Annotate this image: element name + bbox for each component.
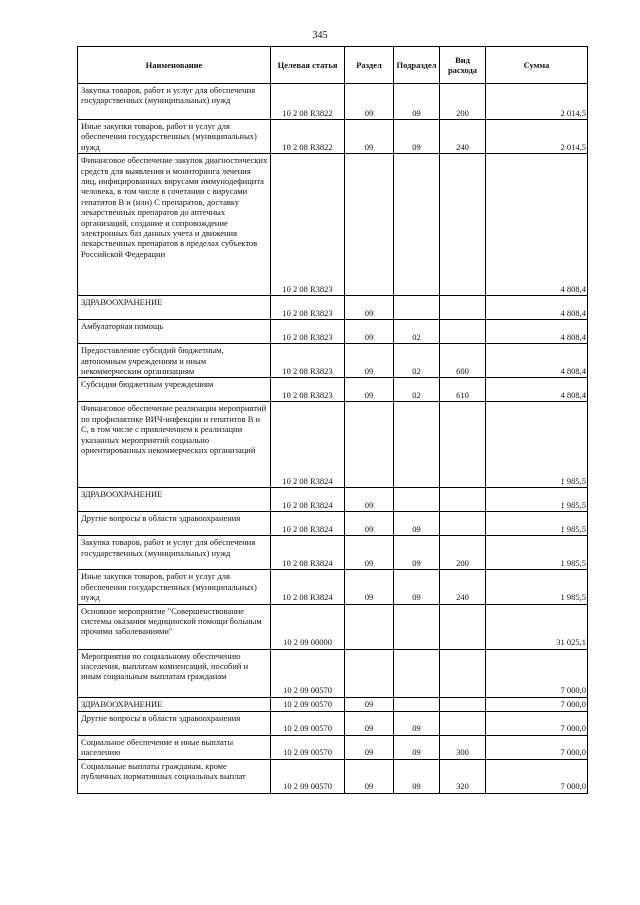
row-name-cell: Финансовое обеспечение закупок диагностических средств для выявления и мониторинга лечения лиц, инфицированных вирусами иммунодефицита человека, в том числе в сочетании с вирусами гепатитов В и (или) С препаратов, доставку лекарственных препаратов до аптечных организаций, создание и сопровождение электронных баз данных учета и движения лекарственных препаратов в пределах субъектов Российской Федерации <box>78 154 271 296</box>
row-expense-type-cell <box>440 154 486 296</box>
row-expense-type-cell: 200 <box>440 84 486 120</box>
table-row <box>78 697 588 711</box>
row-section-cell: 09 <box>345 536 394 570</box>
row-subsection-cell <box>394 402 440 488</box>
row-target-cell: 10 2 08 R3822 <box>271 84 345 120</box>
row-section-cell: 09 <box>345 488 394 512</box>
row-expense-type-cell: 300 <box>440 735 486 759</box>
row-subsection-cell: 09 <box>394 536 440 570</box>
row-expense-type-cell: 320 <box>440 759 486 793</box>
row-target-cell: 10 2 09 00570 <box>271 711 345 735</box>
row-expense-type-cell: 240 <box>440 120 486 154</box>
row-amount-cell: 4 808,4 <box>486 320 588 344</box>
row-expense-type-cell <box>440 604 486 649</box>
row-subsection-cell: 09 <box>394 735 440 759</box>
row-target-cell: 10 2 08 R3823 <box>271 154 345 296</box>
row-amount-cell: 7 000,0 <box>486 759 588 793</box>
row-amount-cell: 1 985,5 <box>486 536 588 570</box>
row-expense-type-cell <box>440 649 486 697</box>
row-target-cell: 10 2 08 R3824 <box>271 402 345 488</box>
row-amount-cell: 1 985,5 <box>486 512 588 536</box>
row-target-cell: 10 2 08 R3823 <box>271 344 345 378</box>
table-row <box>78 154 588 296</box>
header-target: Целевая статья <box>271 47 345 84</box>
row-amount-cell: 7 000,0 <box>486 711 588 735</box>
row-subsection-cell: 09 <box>394 570 440 604</box>
row-subsection-cell: 02 <box>394 344 440 378</box>
row-expense-type-cell: 610 <box>440 378 486 402</box>
header-name: Наименование <box>78 47 271 84</box>
row-name-cell: Предоставление субсидий бюджетным, автономным учреждениям и иным некоммерческим организациям <box>78 344 271 378</box>
row-amount-cell: 1 985,5 <box>486 570 588 604</box>
row-name-cell: Социальное обеспечение и иные выплаты населению <box>78 735 271 759</box>
header-subsection: Подраздел <box>394 47 440 84</box>
table-body <box>78 84 588 794</box>
row-name-cell: Мероприятия по социальному обеспечению населения, выплатам компенсаций, пособий и иным социальным выплатам гражданам <box>78 649 271 697</box>
row-section-cell: 09 <box>345 512 394 536</box>
row-name-cell: ЗДРАВООХРАНЕНИЕ <box>78 488 271 512</box>
row-section-cell: 09 <box>345 320 394 344</box>
table-row <box>78 320 588 344</box>
row-expense-type-cell <box>440 296 486 320</box>
row-subsection-cell: 09 <box>394 512 440 536</box>
row-name-cell: Финансовое обеспечение реализации мероприятий по профилактике ВИЧ-инфекции и гепатитов В и С, в том числе с привлечением к реализации указанных мероприятий социально ориентированных некоммерческих организаций <box>78 402 271 488</box>
row-name-cell: Закупка товаров, работ и услуг для обеспечения государственных (муниципальных) нужд <box>78 536 271 570</box>
table-row <box>78 570 588 604</box>
row-expense-type-cell <box>440 697 486 711</box>
row-amount-cell: 2 014,5 <box>486 84 588 120</box>
row-target-cell: 10 2 09 00570 <box>271 759 345 793</box>
table-row <box>78 488 588 512</box>
row-name-cell: Субсидии бюджетным учреждениям <box>78 378 271 402</box>
budget-table <box>77 46 588 794</box>
row-subsection-cell: 02 <box>394 320 440 344</box>
row-section-cell: 09 <box>345 735 394 759</box>
row-section-cell: 09 <box>345 378 394 402</box>
row-target-cell: 10 2 08 R3824 <box>271 512 345 536</box>
table-row <box>78 735 588 759</box>
row-expense-type-cell <box>440 488 486 512</box>
row-target-cell: 10 2 09 00570 <box>271 697 345 711</box>
row-name-cell: Социальные выплаты гражданам, кроме публичных нормативных социальных выплат <box>78 759 271 793</box>
table-row <box>78 84 588 120</box>
row-name-cell: ЗДРАВООХРАНЕНИЕ <box>78 296 271 320</box>
table-row <box>78 759 588 793</box>
row-subsection-cell <box>394 296 440 320</box>
row-target-cell: 10 2 08 R3823 <box>271 296 345 320</box>
row-section-cell: 09 <box>345 84 394 120</box>
row-section-cell: 09 <box>345 570 394 604</box>
row-subsection-cell <box>394 649 440 697</box>
row-section-cell <box>345 402 394 488</box>
table-row <box>78 344 588 378</box>
row-section-cell <box>345 649 394 697</box>
table-row <box>78 711 588 735</box>
table-row <box>78 536 588 570</box>
row-target-cell: 10 2 08 R3824 <box>271 570 345 604</box>
table-row <box>78 402 588 488</box>
row-expense-type-cell: 240 <box>440 570 486 604</box>
row-subsection-cell <box>394 488 440 512</box>
row-target-cell: 10 2 09 00570 <box>271 649 345 697</box>
row-name-cell: Основное мероприятие "Совершенствование системы оказания медицинской помощи больным прочими заболеваниями" <box>78 604 271 649</box>
header-expense-type: Вид расхода <box>440 47 486 84</box>
row-section-cell: 09 <box>345 120 394 154</box>
row-name-cell: Закупка товаров, работ и услуг для обеспечения государственных (муниципальных) нужд <box>78 84 271 120</box>
row-section-cell: 09 <box>345 344 394 378</box>
row-name-cell: Иные закупки товаров, работ и услуг для обеспечения государственных (муниципальных) нужд <box>78 120 271 154</box>
row-target-cell: 10 2 08 R3823 <box>271 378 345 402</box>
row-target-cell: 10 2 08 R3824 <box>271 488 345 512</box>
row-expense-type-cell <box>440 711 486 735</box>
row-expense-type-cell <box>440 320 486 344</box>
row-subsection-cell: 09 <box>394 711 440 735</box>
row-subsection-cell: 02 <box>394 378 440 402</box>
row-amount-cell: 7 000,0 <box>486 697 588 711</box>
table-row <box>78 120 588 154</box>
row-name-cell: Другие вопросы в области здравоохранения <box>78 512 271 536</box>
row-target-cell: 10 2 08 R3823 <box>271 320 345 344</box>
row-subsection-cell <box>394 697 440 711</box>
row-name-cell: Другие вопросы в области здравоохранения <box>78 711 271 735</box>
table-row <box>78 378 588 402</box>
row-section-cell: 09 <box>345 759 394 793</box>
row-target-cell: 10 2 09 00570 <box>271 735 345 759</box>
row-amount-cell: 2 014,5 <box>486 120 588 154</box>
row-amount-cell: 1 985,5 <box>486 488 588 512</box>
row-name-cell: ЗДРАВООХРАНЕНИЕ <box>78 697 271 711</box>
row-amount-cell: 4 808,4 <box>486 296 588 320</box>
table-row <box>78 649 588 697</box>
row-expense-type-cell <box>440 402 486 488</box>
row-amount-cell: 7 000,0 <box>486 735 588 759</box>
row-subsection-cell: 09 <box>394 120 440 154</box>
row-section-cell <box>345 604 394 649</box>
row-target-cell: 10 2 08 R3824 <box>271 536 345 570</box>
row-target-cell: 10 2 09 00000 <box>271 604 345 649</box>
row-amount-cell: 31 025,1 <box>486 604 588 649</box>
header-section: Раздел <box>345 47 394 84</box>
row-expense-type-cell: 600 <box>440 344 486 378</box>
row-section-cell <box>345 154 394 296</box>
row-amount-cell: 4 808,4 <box>486 378 588 402</box>
table-row <box>78 604 588 649</box>
row-expense-type-cell: 200 <box>440 536 486 570</box>
row-amount-cell: 4 808,4 <box>486 344 588 378</box>
table-row <box>78 512 588 536</box>
row-section-cell: 09 <box>345 711 394 735</box>
table-header-row <box>78 47 588 84</box>
row-amount-cell: 7 000,0 <box>486 649 588 697</box>
table-row <box>78 296 588 320</box>
row-target-cell: 10 2 08 R3822 <box>271 120 345 154</box>
header-amount: Сумма <box>486 47 588 84</box>
row-section-cell: 09 <box>345 296 394 320</box>
row-subsection-cell <box>394 154 440 296</box>
row-amount-cell: 1 985,5 <box>486 402 588 488</box>
row-section-cell: 09 <box>345 697 394 711</box>
page-number: 345 <box>312 30 328 41</box>
row-expense-type-cell <box>440 512 486 536</box>
row-subsection-cell <box>394 604 440 649</box>
row-subsection-cell: 09 <box>394 84 440 120</box>
row-name-cell: Иные закупки товаров, работ и услуг для обеспечения государственных (муниципальных) нужд <box>78 570 271 604</box>
row-amount-cell: 4 808,4 <box>486 154 588 296</box>
row-name-cell: Амбулаторная помощь <box>78 320 271 344</box>
row-subsection-cell: 09 <box>394 759 440 793</box>
